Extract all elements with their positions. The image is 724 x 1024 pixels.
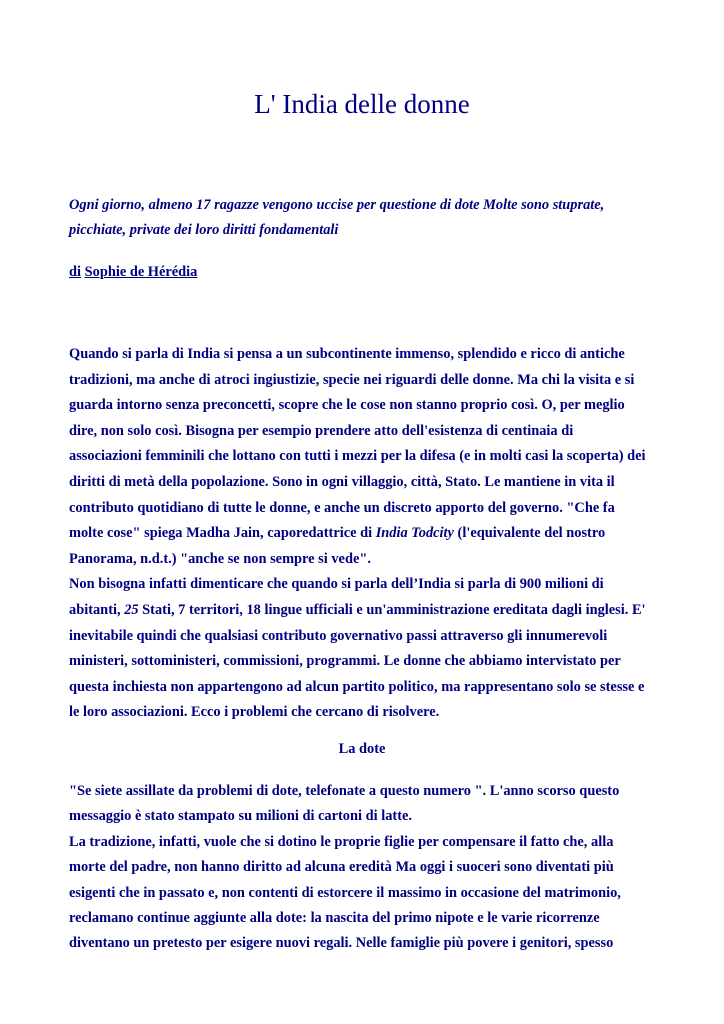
section-paragraph bbox=[69, 779, 659, 957]
section-heading: La dote bbox=[338, 741, 386, 757]
subtitle-line: Ogni giorno, almeno 17 ragazze vengono uccise per questione di dote Molte sono stuprate, bbox=[69, 197, 605, 213]
paragraph-line: le loro associazioni. Ecco i problemi che cercano di risolvere. bbox=[69, 704, 440, 721]
paragraph-line: reclamano continue aggiunte alla dote: la nascita del primo nipote e le varie ricorrenze bbox=[69, 910, 600, 927]
paragraph-line: inevitabile quindi che qualsiasi contributo governativo passi attraverso gli innumerevoli bbox=[69, 627, 608, 644]
paragraph-line: ministeri, sottoministeri, commissioni, programmi. Le donne che abbiamo intervistato per bbox=[69, 653, 621, 670]
byline bbox=[69, 260, 197, 285]
paragraph-line: La tradizione, infatti, vuole che si dotino le proprie figlie per compensare il fatto che, alla bbox=[69, 833, 614, 850]
paragraph-line: diritti di metà della popolazione. Sono in ogni villaggio, città, Stato. Le mantiene in vita il bbox=[69, 473, 615, 490]
paragraph-line: messaggio è stato stampato su milioni di cartoni di latte. bbox=[69, 808, 412, 825]
article-subtitle bbox=[69, 193, 659, 243]
paragraph-line: Non bisogna infatti dimenticare che quando si parla dell’India si parla di 900 milioni di bbox=[69, 576, 604, 593]
line-text: (l'equivalente del nostro bbox=[453, 525, 606, 542]
author-link[interactable]: Sophie de Hérédia bbox=[84, 264, 198, 280]
article-title: L' India delle donne bbox=[254, 89, 470, 119]
paragraph-line: questa inchiesta non appartengono ad alcun partito politico, ma rappresentano solo se stesse e bbox=[69, 678, 645, 695]
paragraph-line: tradizioni, ma anche di atroci ingiustizie, specie nei riguardi delle donne. Ma chi la visita e si bbox=[69, 371, 635, 388]
paragraph-line: diventano un pretesto per esigere nuovi regali. Nelle famiglie più povere i genitori, spesso bbox=[69, 935, 614, 952]
paragraph-line: esigenti che in passato e, non contenti di estorcere il massimo in occasione del matrimonio, bbox=[69, 884, 621, 901]
line-text: Stati, 7 territori, 18 lingue ufficiali e un'amministrazione ereditata dagli inglesi. E' bbox=[138, 601, 646, 618]
paragraph-line: dire, non solo così. Bisogna per esempio prendere atto dell'esistenza di centinaia di bbox=[69, 422, 574, 439]
magazine-name: India Todcity bbox=[375, 525, 454, 542]
paragraph-line: "Se siete assillate da problemi di dote, telefonate a questo numero ". L'anno scorso questo bbox=[69, 783, 620, 799]
paragraph-line bbox=[69, 598, 659, 624]
paragraph-line: contributo quotidiano di tutte le donne, e anche un discreto apporto del governo. "Che fa bbox=[69, 499, 615, 516]
paragraph-line bbox=[69, 521, 659, 547]
paragraph-line: Panorama, n.d.t.) "anche se non sempre si vede". bbox=[69, 550, 371, 567]
paragraph-line: guarda intorno senza preconcetti, scopre che le cose non stanno proprio così. O, per meglio bbox=[69, 397, 625, 414]
paragraph-line: Quando si parla di India si pensa a un subcontinente immenso, splendido e ricco di antiche bbox=[69, 346, 625, 362]
line-text: abitanti, bbox=[69, 601, 125, 618]
byline-prefix-link[interactable]: di bbox=[69, 264, 82, 280]
states-count: 25 bbox=[124, 601, 139, 618]
paragraph-line: associazioni femminili che lottano con tutti i mezzi per la difesa (e in molti casi la scoperta) dei bbox=[69, 448, 646, 465]
intro-paragraph bbox=[69, 342, 659, 726]
paragraph-line: morte del padre, non hanno diritto ad alcuna eredità Ma oggi i suoceri sono diventati più bbox=[69, 859, 614, 876]
line-text: molte cose" spiega Madha Jain, caporedattrice di bbox=[69, 525, 376, 542]
subtitle-line: picchiate, private dei loro diritti fondamentali bbox=[69, 222, 339, 238]
